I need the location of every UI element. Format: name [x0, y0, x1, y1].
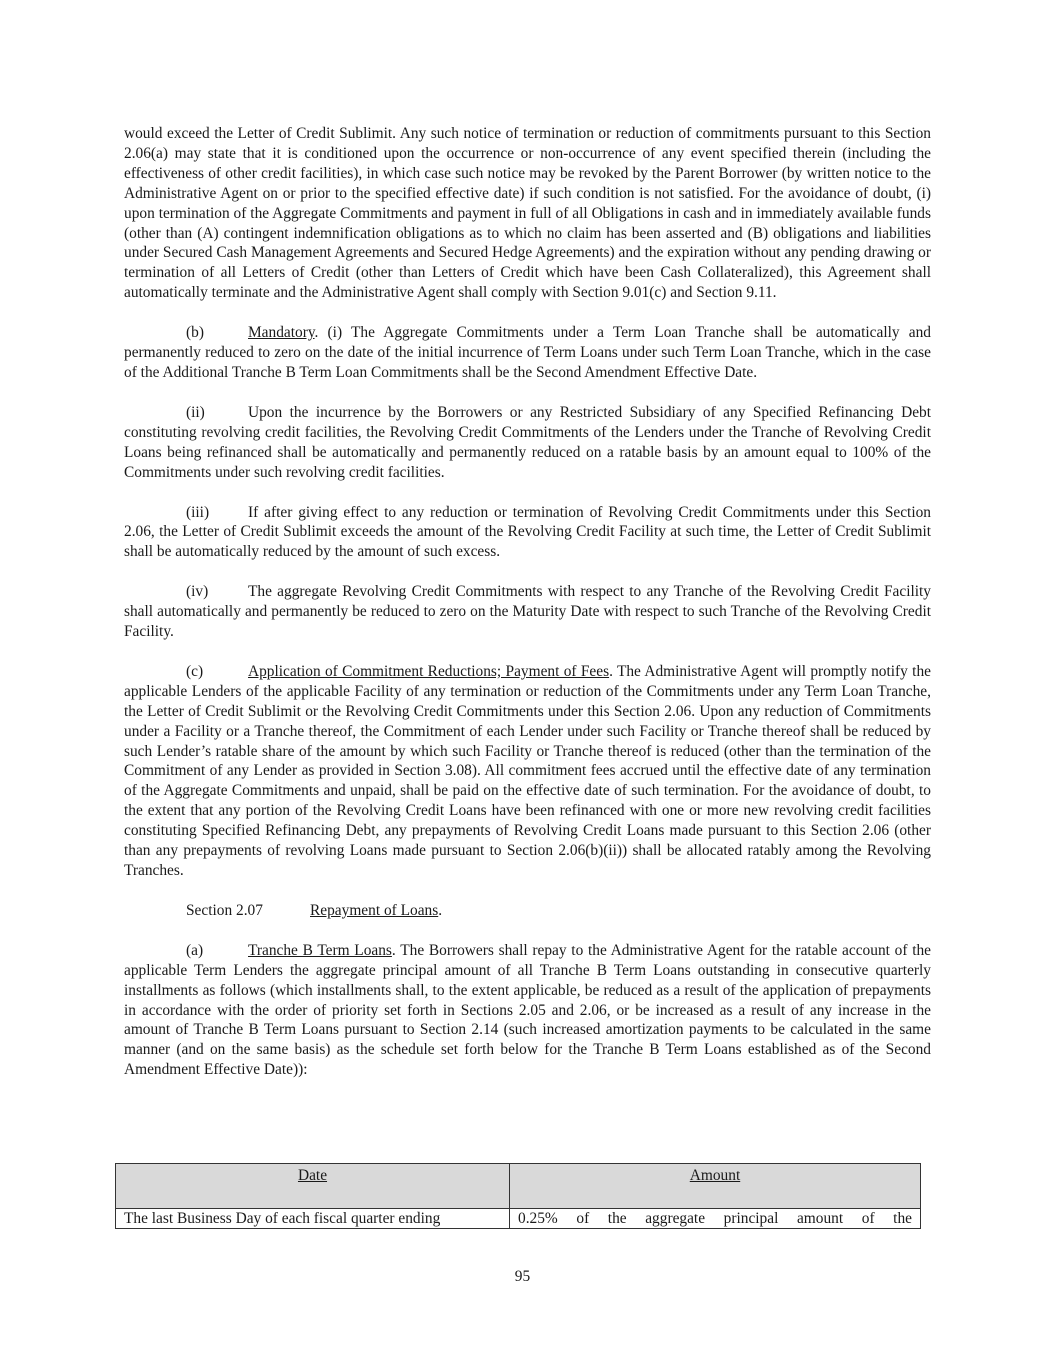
- section-2-07-heading: [124, 901, 931, 921]
- clause-text: . The Borrowers shall repay to the Administrative Agent for the ratable account of the applicable Term Lenders the aggregate principal amount of all Tranche B Term Loans outstanding in consecutive quarterly installments as follows (which installments shall, to the extent applicable, be reduced as a result of the application of prepayments in accordance with the order of priority set forth in Sections 2.05 and 2.06, or be increased as a result of any increase in the amount of Tranche B Term Loans pursuant to Section 2.14 (such increased amortization payments to be calculated in the same manner (and on the same basis) as the schedule set forth below for the Tranche B Term Loans established as of the Second Amendment Effective Date)):: [124, 941, 931, 1079]
- paragraph-2-06-b-ii: [124, 403, 931, 483]
- clause-label: (iii): [186, 503, 210, 521]
- section-title-suffix: .: [438, 901, 443, 919]
- clause-label: (a): [186, 941, 204, 959]
- paragraph-2-07-a: [124, 941, 931, 1080]
- clause-text: The aggregate Revolving Credit Commitments with respect to any Tranche of the Revolving Credit Facility shall automatically and permanently be reduced to zero on the Maturity Date with respect to such Tranche of the Revolving Credit Facility.: [124, 583, 931, 641]
- paragraph-2-06-a-continuation: would exceed the Letter of Credit Sublimit. Any such notice of termination or reduction of commitments pursuant to this Section 2.06(a) may state that it is conditioned upon the occurrence or non-occurrence of any event specified therein (including the effectiveness of other credit facilities), in which case such notice may be revoked by the Parent Borrower (by written notice to the Administrative Agent on or prior to the specified effective date) if such condition is not satisfied. For the avoidance of doubt, (i) upon termination of the Aggregate Commitments and payment in full of all Obligations in cash and in immediately available funds (other than (A) contingent indemnification obligations as to which no claim has been asserted and (B) obligations and liabilities under Secured Cash Management Agreements and Secured Hedge Agreements) and the expiration without any pending drawing or termination of all Letters of Credit (other than Letters of Credit which have been Cash Collateralized), this Agreement shall automatically terminate and the Administrative Agent shall comply with Section 9.01(c) and Section 9.11.: [124, 125, 931, 302]
- clause-label: (iv): [186, 583, 209, 601]
- table-header-row: [116, 1164, 921, 1209]
- clause-text: If after giving effect to any reduction or termination of Revolving Credit Commitments under this Section 2.06, the Letter of Credit Sublimit exceeds the amount of the Revolving Credit Facility at such time, the Letter of Credit Sublimit shall be automatically reduced by the amount of such excess.: [124, 503, 931, 561]
- clause-heading: Mandatory: [248, 324, 315, 342]
- paragraph-2-06-b-iv: [124, 582, 931, 642]
- section-number: Section 2.07: [186, 901, 263, 919]
- paragraph-2-06-b: [124, 323, 931, 383]
- clause-label: (ii): [186, 403, 205, 421]
- clause-label: (c): [186, 662, 204, 680]
- table-row: [116, 1209, 921, 1229]
- cell-date: The last Business Day of each fiscal quarter ending: [116, 1209, 510, 1229]
- column-header-amount: Amount: [510, 1164, 921, 1209]
- section-title: Repayment of Loans: [310, 901, 439, 919]
- clause-heading: Tranche B Term Loans: [248, 941, 392, 959]
- page-number: 95: [514, 1268, 531, 1285]
- clause-text: Upon the incurrence by the Borrowers or any Restricted Subsidiary of any Specified Refinancing Debt constituting revolving credit facilities, the Revolving Credit Commitments of the Lenders under the Tranche of Revolving Credit Loans being refinanced shall be automatically and permanently reduced on a ratable basis by an amount equal to 100% of the Commitments under such revolving credit facilities.: [124, 403, 931, 481]
- clause-text: . The Administrative Agent will promptly notify the applicable Lenders of the applicable Facility of any termination or reduction of the Commitments under any Term Loan Tranche, the Letter of Credit Sublimit or the Revolving Credit Commitments under this Section 2.06. Upon any reduction of Commitments under a Facility or a Tranche thereof, the Commitment of each Lender under such Facility or Tranche thereof shall be reduced by such Lender’s ratable share of the amount by which such Facility or Tranche thereof is reduced (other than the termination of the Commitment of any Lender as provided in Section 3.08). All commitment fees accrued until the effective date of any termination of the Aggregate Commitments and unpaid, shall be paid on the effective date of such termination. For the avoidance of doubt, to the extent that any portion of the Revolving Credit Loans have been refinanced with one or more new revolving credit facilities constituting Specified Refinancing Debt, any prepayments of Revolving Credit Loans made pursuant to this Section 2.06 (other than any prepayments of revolving Loans made pursuant to Section 2.06(b)(ii)) shall be allocated ratably among the Revolving Tranches.: [124, 662, 931, 879]
- column-header-date: Date: [116, 1164, 510, 1209]
- cell-amount: 0.25% of the aggregate principal amount of the: [510, 1209, 921, 1229]
- repayment-schedule-table: [115, 1163, 921, 1229]
- clause-text: . (i) The Aggregate Commitments under a Term Loan Tranche shall be automatically and permanently reduced to zero on the date of the initial incurrence of Term Loans under such Term Loan Tranche, which in the case of the Additional Tranche B Term Loan Commitments shall be the Second Amendment Effective Date.: [124, 324, 931, 381]
- clause-heading: Application of Commitment Reductions; Payment of Fees: [248, 662, 610, 680]
- paragraph-2-06-c: [124, 662, 931, 881]
- document-page: [124, 124, 931, 1100]
- paragraph-2-06-b-iii: [124, 503, 931, 563]
- clause-label: (b): [186, 324, 204, 342]
